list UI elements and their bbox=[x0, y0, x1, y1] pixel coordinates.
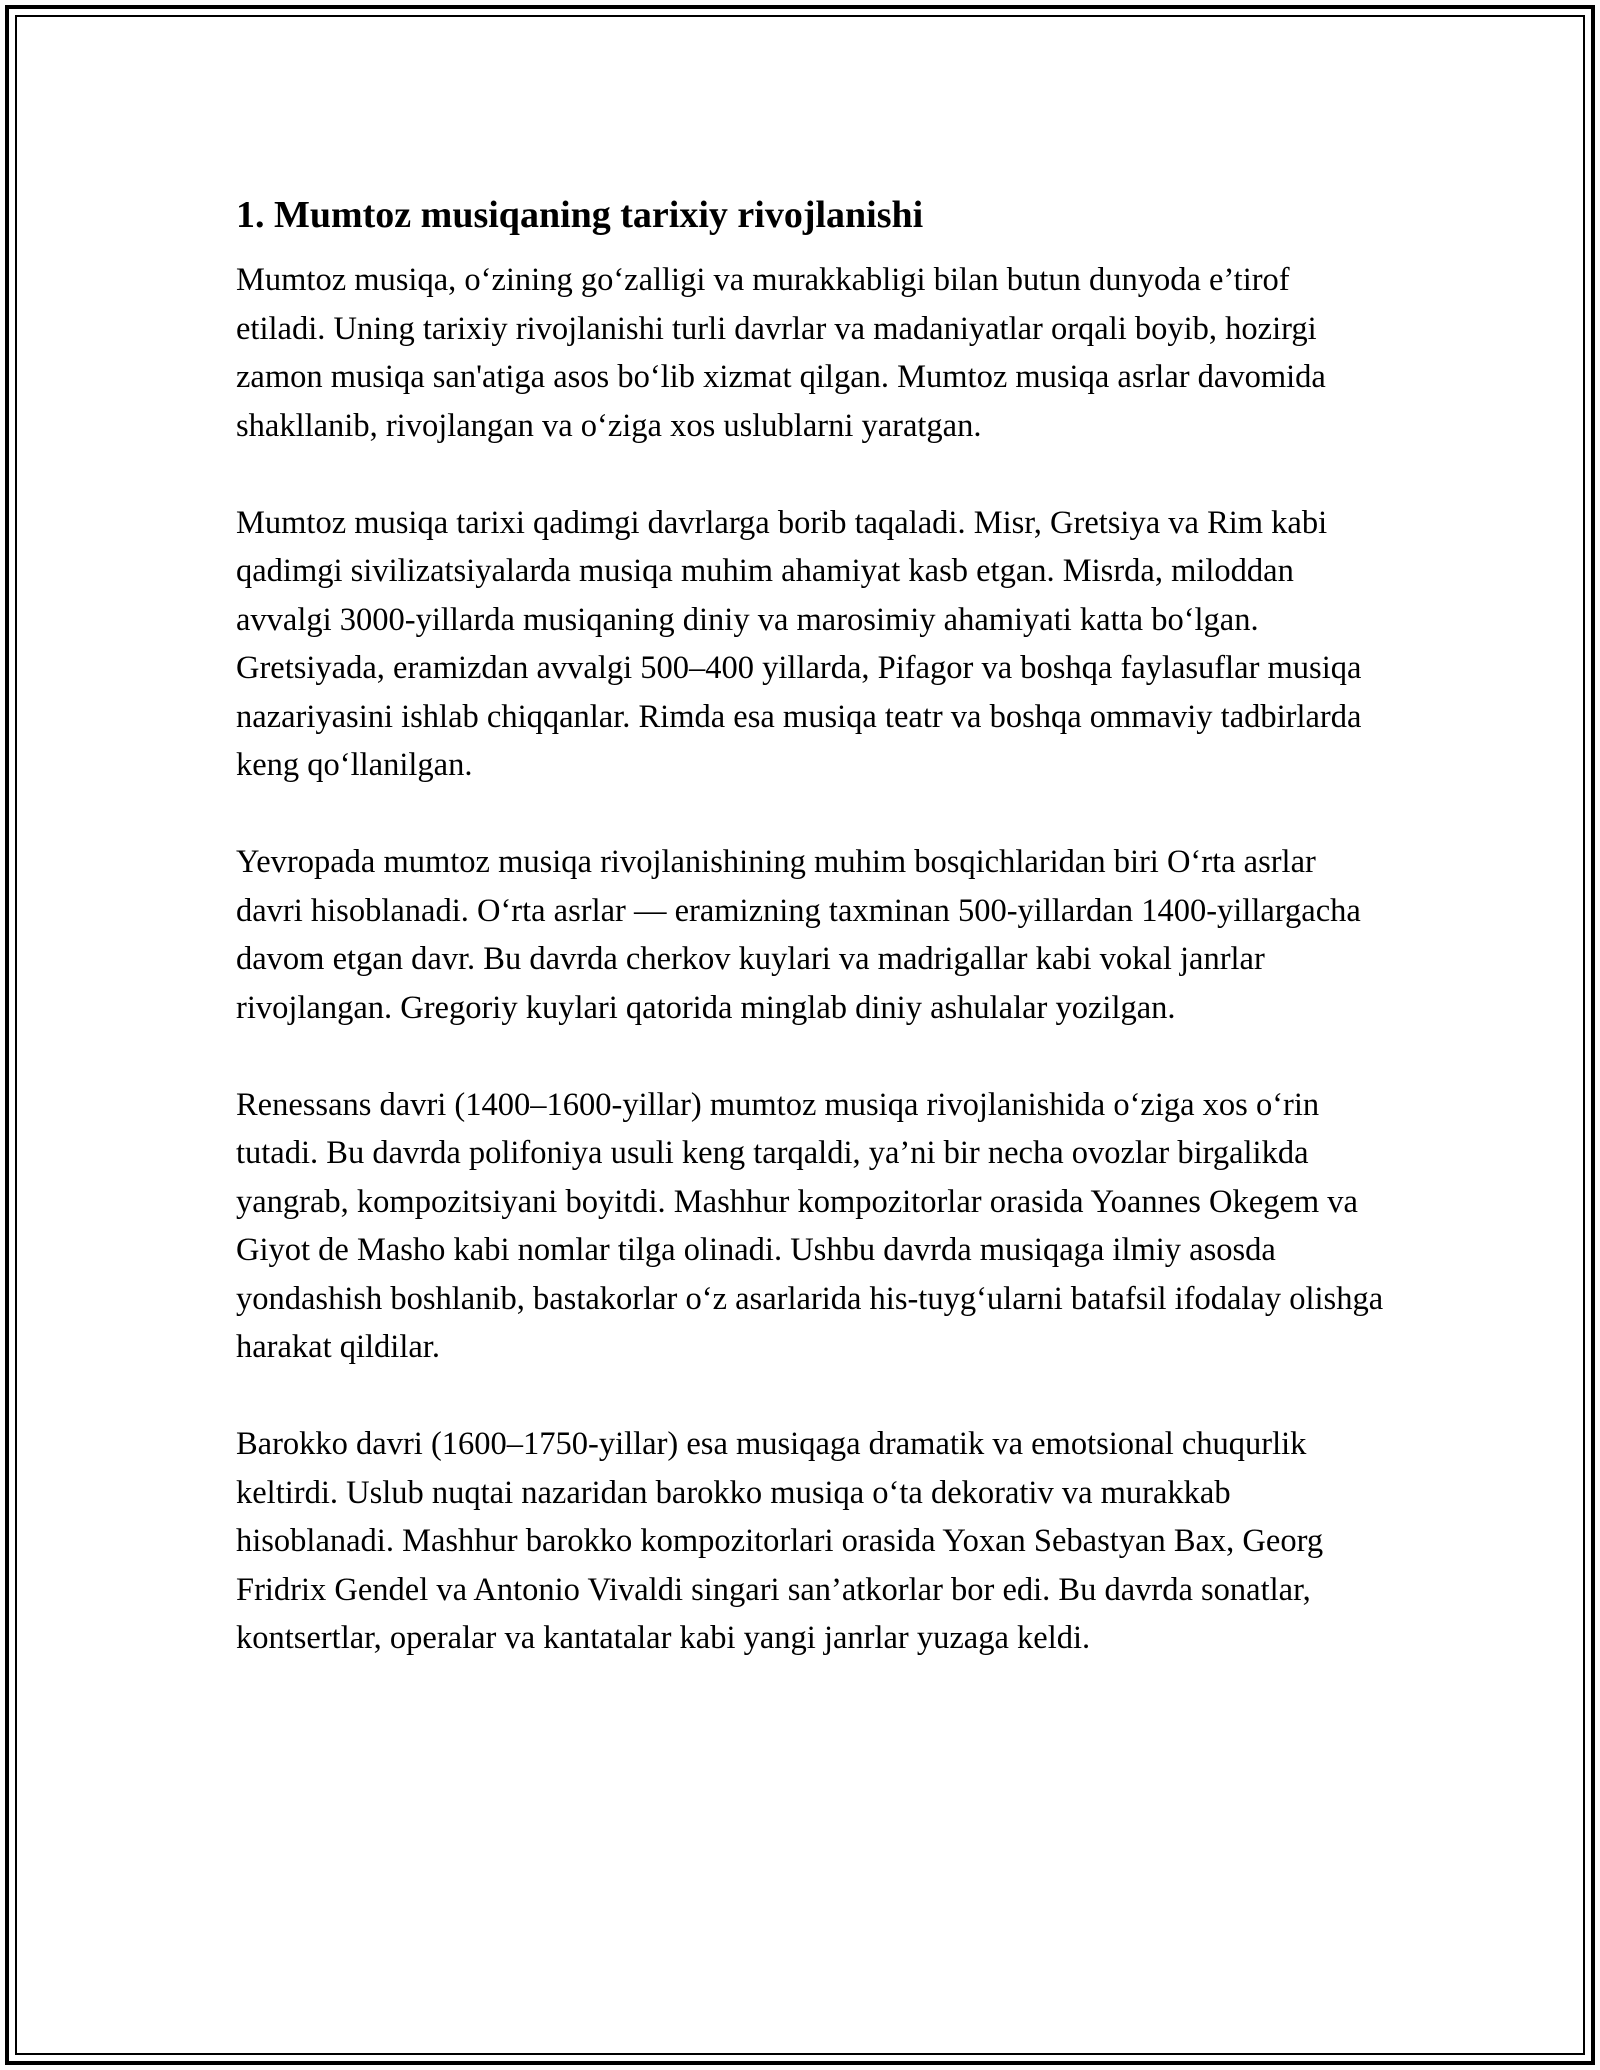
paragraph-ancient-history: Mumtoz musiqa tarixi qadimgi davrlarga borib taqaladi. Misr, Gretsiya va Rim kabi qadimgi sivilizatsiyalarda musiqa muhim ahamiyat kasb etgan. Misrda, miloddan avvalgi 3000-yillarda musiqaning diniy va marosimiy ahamiyati katta bo‘lgan. Gretsiyada, eramizdan avvalgi 500–400 yillarda, Pifagor va boshqa faylasuflar musiqa nazariyasini ishlab chiqqanlar. Rimda esa musiqa teatr va boshqa ommaviy tadbirlarda keng qo‘llanilgan. bbox=[236, 504, 1362, 783]
paragraph-baroque: Barokko davri (1600–1750-yillar) esa musiqaga dramatik va emotsional chuqurlik keltirdi. Uslub nuqtai nazaridan barokko musiqa o‘ta dekorativ va murakkab hisoblanadi. Mashhur barokko kompozitorlari orasida Yoxan Sebastyan Bax, Georg Fridrix Gendel va Antonio Vivaldi singari san’atkorlar bor edi. Bu davrda sonatlar, kontsertlar, operalar va kantatalar kabi yangi janrlar yuzaga keldi. bbox=[236, 1426, 1324, 1656]
document-body bbox=[236, 186, 1386, 1711]
paragraph-renaissance: Renessans davri (1400–1600-yillar) mumtoz musiqa rivojlanishida o‘ziga xos o‘rin tutadi. Bu davrda polifoniya usuli keng tarqaldi, ya’ni bir necha ovozlar birgalikda yangrab, kompozitsiyani boyitdi. Mashhur kompozitorlar orasida Yoannes Okegem va Giyot de Masho kabi nomlar tilga olinadi. Ushbu davrda musiqaga ilmiy asosda yondashish boshlanib, bastakorlar o‘z asarlarida his-tuyg‘ularni batafsil ifodalay olishga harakat qildilar. bbox=[236, 1086, 1384, 1365]
section-title: 1. Mumtoz musiqaning tarixiy rivojlanishi bbox=[236, 194, 924, 236]
paragraph-intro: Mumtoz musiqa, o‘zining go‘zalligi va murakkabligi bilan butun dunyoda e’tirof etiladi. Uning tarixiy rivojlanishi turli davrlar va madaniyatlar orqali boyib, hozirgi zamon musiqa san'atiga asos bo‘lib xizmat qilgan. Mumtoz musiqa asrlar davomida shakllanib, rivojlangan va o‘ziga xos uslublarni yaratgan. bbox=[236, 262, 1326, 444]
paragraph-middle-ages: Yevropada mumtoz musiqa rivojlanishining muhim bosqichlaridan biri O‘rta asrlar davri hisoblanadi. O‘rta asrlar — eramizning taxminan 500-yillardan 1400-yillargacha davom etgan davr. Bu davrda cherkov kuylari va madrigallar kabi vokal janrlar rivojlangan. Gregoriy kuylari qatorida minglab diniy ashulalar yozilgan. bbox=[236, 844, 1361, 1026]
